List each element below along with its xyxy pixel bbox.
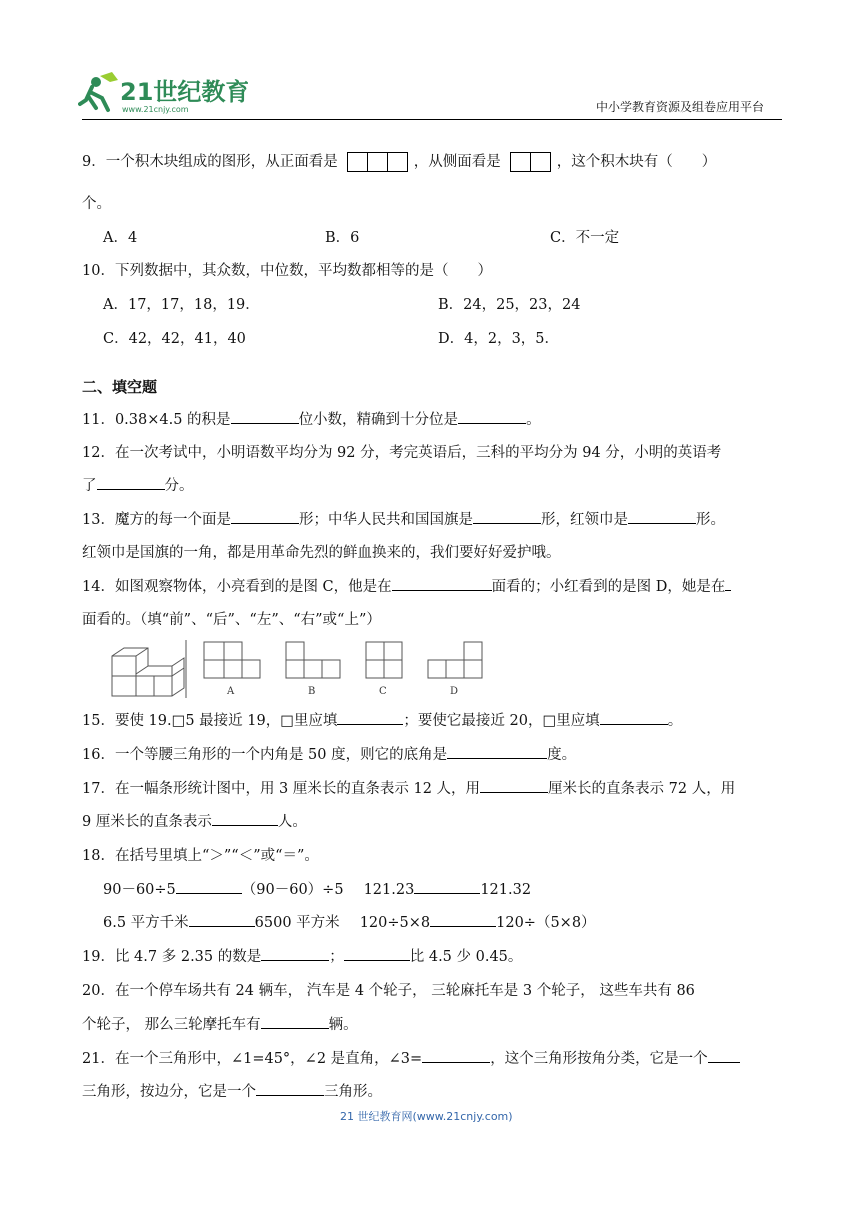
q9-option-a: A．4 [103,230,138,246]
answer-blank [725,576,731,591]
label-d: D [450,686,459,697]
answer-blank [344,946,410,961]
label-c: C [379,686,387,697]
q18-stem: 18．在括号里填上“＞”“＜”或“＝”。 [82,848,319,864]
answer-blank [261,1014,329,1029]
section-title: 二、填空题 [82,378,158,396]
front-view-figure [348,152,408,172]
q17-line1: 17．在一幅条形统计图中，用 3 厘米长的直条表示 12 人，用 厘米长的直条表示 72 人，用 [82,777,735,798]
q19: 19．比 4.7 多 2.35 的数是 ； 比 4.5 少 0.45。 [82,945,522,966]
logo [78,70,248,120]
header-divider [82,119,782,120]
answer-blank [189,912,255,927]
answer-blank [708,1048,740,1063]
q12-line2: 了 分。 [82,474,194,495]
q21-line2: 三角形，按边分，它是一个 三角形。 [82,1080,382,1101]
answer-blank [458,409,526,424]
answer-blank [392,576,492,591]
q20-line1: 20．在一个停车场共有 24 辆车， 汽车是 4 个轮子， 三轮麻托车是 3 个轮子， 这些车共有 86 [82,983,695,999]
q16: 16．一个等腰三角形的一个内角是 50 度，则它的底角是 度。 [82,743,576,764]
q13-line2: 红领巾是国旗的一角，都是用革命先烈的鲜血换来的，我们要好好爱护哦。 [82,545,561,561]
label-b: B [308,686,316,697]
q14-line1: 14．如图观察物体，小亮看到的是图 C，他是在 面看的；小红看到的是图 D，她是在 [82,575,731,596]
footer-link[interactable]: 21 世纪教育网(www.21cnjy.com) [340,1110,513,1123]
runner-icon [80,72,118,110]
side-view-figure [511,152,551,172]
q10-option-d: D．4，2，3，5． [438,331,560,347]
answer-blank [231,409,299,424]
q21-line1: 21．在一个三角形中，∠1=45°，∠2 是直角，∠3= ，这个三角形按角分类，它是一个 [82,1047,740,1068]
platform-title: 中小学教育资源及组卷应用平台 [596,100,765,114]
q10-option-b: B．24，25，23，24 [438,297,581,313]
q9-option-b: B．6 [325,230,360,246]
answer-blank [176,879,242,894]
q9-line2: 个。 [82,196,111,212]
answer-blank [447,744,547,759]
answer-blank [231,509,299,524]
q17-line2: 9 厘米长的直条表示 人。 [82,810,307,831]
answer-blank [600,710,668,725]
view-b [286,642,340,678]
answer-blank [212,811,278,826]
answer-blank [337,710,403,725]
q9-option-c: C．不一定 [550,230,620,246]
q13-line1: 13．魔方的每一个面是 形；中华人民共和国国旗是 形，红领巾是 形。 [82,508,725,529]
q10-option-a: A．17，17，18，19． [103,297,260,313]
q20-line2: 个轮子， 那么三轮摩托车有 辆。 [82,1013,358,1034]
q11: 11．0.38×4.5 的积是 位小数，精确到十分位是 。 [82,408,541,429]
answer-blank [256,1081,324,1096]
q14-line2: 面看的。（填“前”、“后”、“左”、“右”或“上”） [82,612,381,628]
answer-blank [414,879,480,894]
q15: 15．要使 19.□5 最接近 19，□里应填 ；要使它最接近 20，□里应填 。 [82,709,682,730]
logo-url: www.21cnjy.com [122,105,189,114]
q14-figure [104,638,494,704]
q12-line1: 12．在一次考试中，小明语数平均分为 92 分，考完英语后，三科的平均分为 94 分，小明的英语考 [82,445,722,461]
logo-text: 21世纪教育 [120,78,248,106]
answer-blank [430,912,496,927]
label-a: A [227,686,235,697]
cube-stack-drawing [112,648,184,696]
answer-blank [473,509,541,524]
answer-blank [422,1048,490,1063]
view-d [428,642,482,678]
q18-row2: 6.5 平方千米 6500 平方米 120÷5×8 120÷（5×8） [103,911,596,932]
answer-blank [480,778,548,793]
q9-line1: 9．一个积木块组成的图形，从正面看是 ，从侧面看是 ，这个积木块有（ ） [82,154,717,170]
view-a [204,642,260,678]
answer-blank [628,509,696,524]
answer-blank [97,475,165,490]
q10-option-c: C．42，42，41，40 [103,331,246,347]
view-c [366,642,402,678]
q18-row1: 90－60÷5 （90－60）÷5 121.23 121.32 [103,878,531,899]
answer-blank [261,946,329,961]
q10-stem: 10．下列数据中，其众数，中位数，平均数都相等的是（ ） [82,263,492,279]
